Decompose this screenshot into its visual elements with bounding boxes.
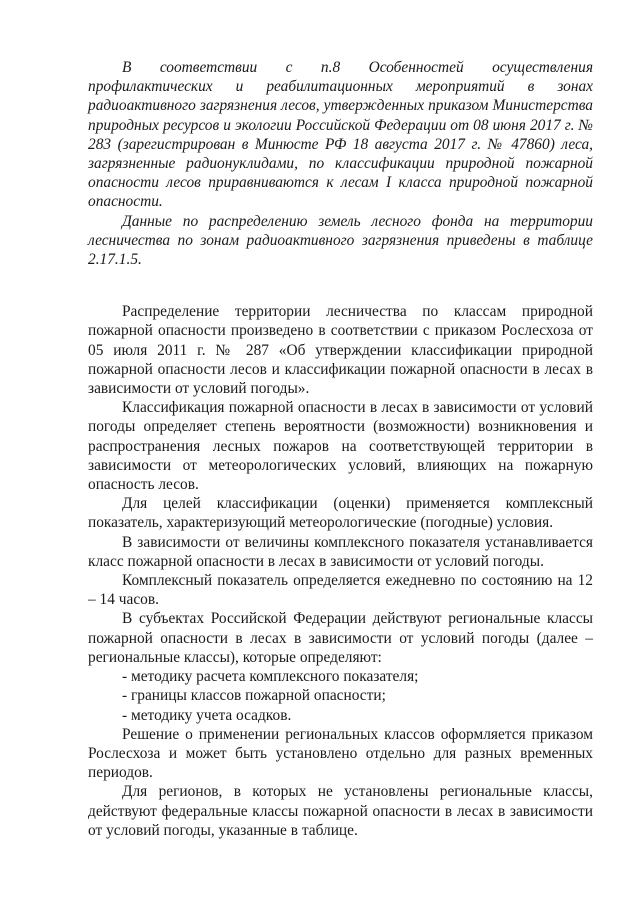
regional-classes-paragraph: В субъектах Российской Федерации действуют региональные классы пожарной опасности в лесах в зависимости от условий погоды (далее – региональные классы), которые определяют: bbox=[88, 610, 593, 666]
federal-classes-paragraph: Для регионов, в которых не установлены региональные классы, действуют федеральные классы пожарной опасности в лесах в зависимости от условий погоды, указанные в таблице. bbox=[88, 783, 593, 839]
danger-class-paragraph: В зависимости от величины комплексного показателя устанавливается класс пожарной опасности в лесах в зависимости от условий погоды. bbox=[88, 533, 593, 570]
daily-index-paragraph: Комплексный показатель определяется ежедневно по состоянию на 12 – 14 часов. bbox=[88, 572, 593, 609]
table-reference-paragraph: Данные по распределению земель лесного фонда на территории лесничества по зонам радиоактивного загрязнения приведены в таблице 2.17.1.5. bbox=[88, 212, 593, 269]
list-item: - методику учета осадков. bbox=[122, 706, 292, 724]
list-item: - границы классов пожарной опасности; bbox=[122, 687, 386, 705]
list-item: - методику расчета комплексного показателя; bbox=[122, 668, 419, 686]
regional-decision-paragraph: Решение о применении региональных классов оформляется приказом Рослесхоза и может быть установлено отдельно для разных временных периодов. bbox=[88, 725, 593, 782]
paragraph-spacer bbox=[88, 269, 593, 302]
radioactive-zone-paragraph: В соответствии с п.8 Особенностей осуществления профилактических и реабилитационных мероприятий в зонах радиоактивного загрязнения лесов, утвержденных приказом Министерства природных ресурсов и экологии Российской Федерации от 08 июня 2017 г. № 283 (зарегистрирован в Минюсте РФ 18 августа 2017 г. № 47860) леса, загрязненные радионуклидами, по классификации природной пожарной опасности лесов приравниваются к лесам I класса природной пожарной опасности. bbox=[88, 59, 593, 211]
complex-index-paragraph: Для целей классификации (оценки) применяется комплексный показатель, характеризующий метеорологические (погодные) условия. bbox=[88, 495, 593, 532]
weather-classification-paragraph: Классификация пожарной опасности в лесах в зависимости от условий погоды определяет степень вероятности (возможности) возникновения и распространения лесных пожаров на соответствующей территории в зависимости от метеорологических условий, влияющих на пожарную опасность лесов. bbox=[88, 399, 593, 494]
fire-class-distribution-paragraph: Распределение территории лесничества по классам природной пожарной опасности произведено в соответствии с приказом Рослесхоза от 05 июля 2011 г. № 287 «Об утверждении классификации природной пожарной опасности лесов и классификации пожарной опасности в лесах в зависимости от условий погоды». bbox=[88, 303, 593, 398]
document-body bbox=[88, 58, 593, 840]
